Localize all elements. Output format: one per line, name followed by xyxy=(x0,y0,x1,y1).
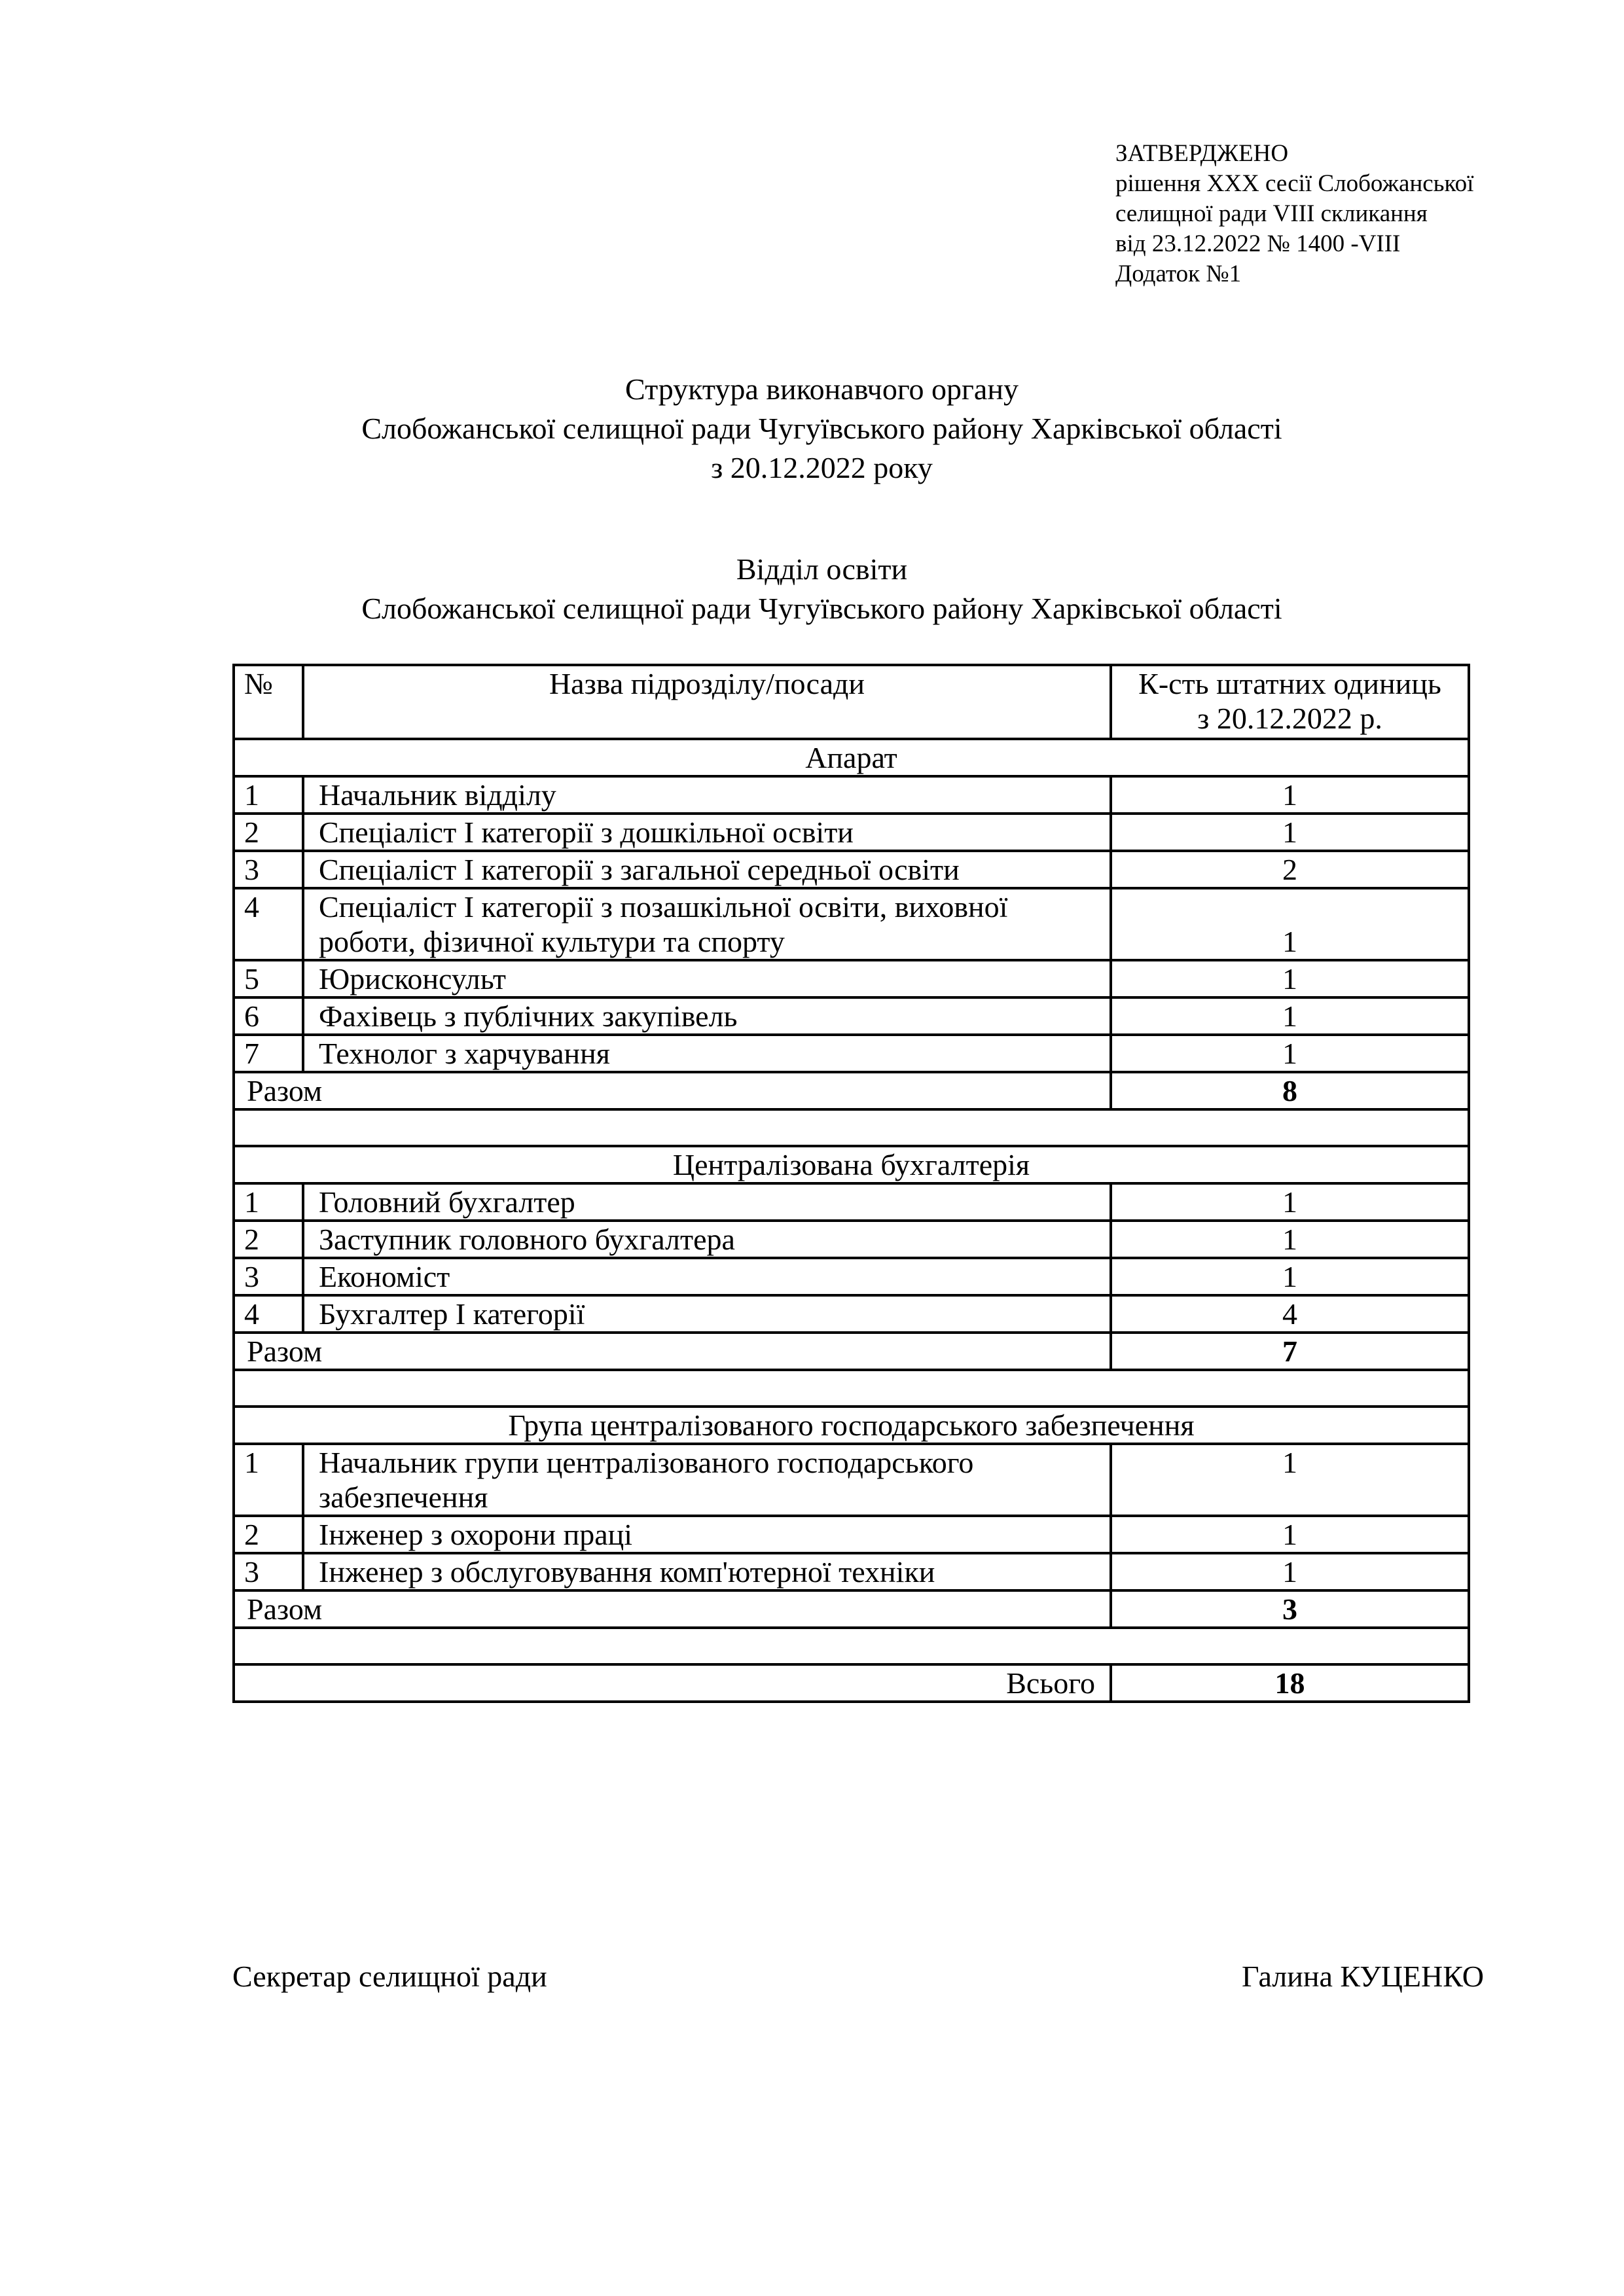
row-name: Заступник головного бухгалтера xyxy=(303,1221,1111,1258)
row-qty: 1 xyxy=(1111,1221,1469,1258)
table-row xyxy=(234,1221,1469,1258)
row-qty: 1 xyxy=(1111,1444,1469,1516)
row-num: 4 xyxy=(234,888,303,960)
row-num: 1 xyxy=(234,1444,303,1516)
approval-date-number: від 23.12.2022 № 1400 -VIII xyxy=(1115,230,1401,257)
row-num: 4 xyxy=(234,1295,303,1333)
subtotal-row xyxy=(234,1333,1469,1370)
table-row xyxy=(234,851,1469,888)
empty-cell xyxy=(234,1370,1469,1407)
section-title-maintenance: Група централізованого господарського забезпечення xyxy=(234,1407,1469,1444)
row-qty: 1 xyxy=(1111,1035,1469,1072)
row-num: 3 xyxy=(234,851,303,888)
row-name-line-1: Начальник групи централізованого господарського xyxy=(319,1446,974,1479)
row-name-line-2: забезпечення xyxy=(319,1480,488,1514)
approval-appendix: Додаток №1 xyxy=(1115,260,1242,287)
section-row xyxy=(234,1146,1469,1183)
row-name: Фахівець з публічних закупівель xyxy=(303,997,1111,1035)
row-name: Інженер з обслуговування комп'ютерної техніки xyxy=(303,1553,1111,1590)
row-num: 1 xyxy=(234,1183,303,1221)
header-qty-line-2: з 20.12.2022 р. xyxy=(1197,702,1382,735)
row-name: Головний бухгалтер xyxy=(303,1183,1111,1221)
section-row xyxy=(234,1407,1469,1444)
row-qty: 1 xyxy=(1111,1553,1469,1590)
row-qty: 1 xyxy=(1111,814,1469,851)
section-title-accounting: Централізована бухгалтерія xyxy=(234,1146,1469,1183)
row-name: Начальник відділу xyxy=(303,776,1111,814)
document-title xyxy=(0,370,1624,488)
row-num: 2 xyxy=(234,814,303,851)
grand-total-row xyxy=(234,1664,1469,1702)
subtotal-row xyxy=(234,1590,1469,1628)
row-qty: 1 xyxy=(1111,1258,1469,1295)
row-name-line-2: роботи, фізичної культури та спорту xyxy=(319,925,785,958)
header-num-label: № xyxy=(244,667,273,700)
table-row xyxy=(234,960,1469,997)
table-row xyxy=(234,1444,1469,1516)
row-qty: 1 xyxy=(1111,888,1469,960)
table-row xyxy=(234,888,1469,960)
title-line-3: з 20.12.2022 року xyxy=(711,451,933,484)
header-qty xyxy=(1111,665,1469,739)
department-line-2: Слобожанської селищної ради Чугуївського району Харківської області xyxy=(361,592,1282,625)
row-qty: 1 xyxy=(1111,960,1469,997)
subtotal-value: 3 xyxy=(1111,1590,1469,1628)
row-name: Технолог з харчування xyxy=(303,1035,1111,1072)
row-name xyxy=(303,888,1111,960)
empty-cell xyxy=(234,1628,1469,1664)
title-line-2: Слобожанської селищної ради Чугуївського району Харківської області xyxy=(361,412,1282,445)
table-row xyxy=(234,1035,1469,1072)
table-row xyxy=(234,1516,1469,1553)
row-num: 7 xyxy=(234,1035,303,1072)
table-row xyxy=(234,776,1469,814)
row-name: Спеціаліст І категорії з дошкільної освіти xyxy=(303,814,1111,851)
row-name xyxy=(303,1444,1111,1516)
table-row xyxy=(234,1553,1469,1590)
subtotal-label: Разом xyxy=(234,1333,1111,1370)
signatory-position: Секретар селищної ради xyxy=(232,1960,547,1993)
row-name: Інженер з охорони праці xyxy=(303,1516,1111,1553)
section-title-aparat: Апарат xyxy=(234,739,1469,776)
subtotal-row xyxy=(234,1072,1469,1109)
row-num: 2 xyxy=(234,1221,303,1258)
subtotal-value: 7 xyxy=(1111,1333,1469,1370)
table-row xyxy=(234,1258,1469,1295)
row-qty: 1 xyxy=(1111,776,1469,814)
approval-title: ЗАТВЕРДЖЕНО xyxy=(1115,140,1289,167)
approval-stamp xyxy=(1115,139,1473,289)
approval-decision: рішення XXX сесії Слобожанської xyxy=(1115,170,1474,197)
table-row xyxy=(234,814,1469,851)
grand-total-label: Всього xyxy=(234,1664,1111,1702)
approval-council: селищної ради VIII скликання xyxy=(1115,200,1428,227)
row-num: 5 xyxy=(234,960,303,997)
row-qty: 4 xyxy=(1111,1295,1469,1333)
row-name: Бухгалтер І категорії xyxy=(303,1295,1111,1333)
department-heading xyxy=(0,550,1624,628)
header-qty-line-1: К-сть штатних одиниць xyxy=(1138,667,1441,700)
table-header-row xyxy=(234,665,1469,739)
table-row xyxy=(234,997,1469,1035)
department-line-1: Відділ освіти xyxy=(736,552,908,586)
row-num: 2 xyxy=(234,1516,303,1553)
title-line-1: Структура виконавчого органу xyxy=(625,372,1019,406)
row-num: 3 xyxy=(234,1258,303,1295)
header-name-label: Назва підрозділу/посади xyxy=(549,667,865,700)
subtotal-value: 8 xyxy=(1111,1072,1469,1109)
staff-table xyxy=(232,664,1470,1703)
header-name xyxy=(303,665,1111,739)
grand-total-value: 18 xyxy=(1111,1664,1469,1702)
row-qty: 1 xyxy=(1111,997,1469,1035)
row-name-line-1: Спеціаліст І категорії з позашкільної освіти, виховної xyxy=(319,890,1008,924)
row-qty: 1 xyxy=(1111,1183,1469,1221)
table-row xyxy=(234,1183,1469,1221)
row-name: Спеціаліст І категорії з загальної середньої освіти xyxy=(303,851,1111,888)
row-num: 6 xyxy=(234,997,303,1035)
section-row xyxy=(234,739,1469,776)
signatory-name: Галина КУЦЕНКО xyxy=(1242,1960,1484,1993)
spacer-row xyxy=(234,1370,1469,1407)
row-qty: 2 xyxy=(1111,851,1469,888)
row-name: Юрисконсульт xyxy=(303,960,1111,997)
subtotal-label: Разом xyxy=(234,1590,1111,1628)
subtotal-label: Разом xyxy=(234,1072,1111,1109)
table-row xyxy=(234,1295,1469,1333)
empty-cell xyxy=(234,1109,1469,1146)
spacer-row xyxy=(234,1628,1469,1664)
spacer-row xyxy=(234,1109,1469,1146)
row-qty: 1 xyxy=(1111,1516,1469,1553)
row-name: Економіст xyxy=(303,1258,1111,1295)
row-num: 3 xyxy=(234,1553,303,1590)
row-num: 1 xyxy=(234,776,303,814)
header-num xyxy=(234,665,303,739)
